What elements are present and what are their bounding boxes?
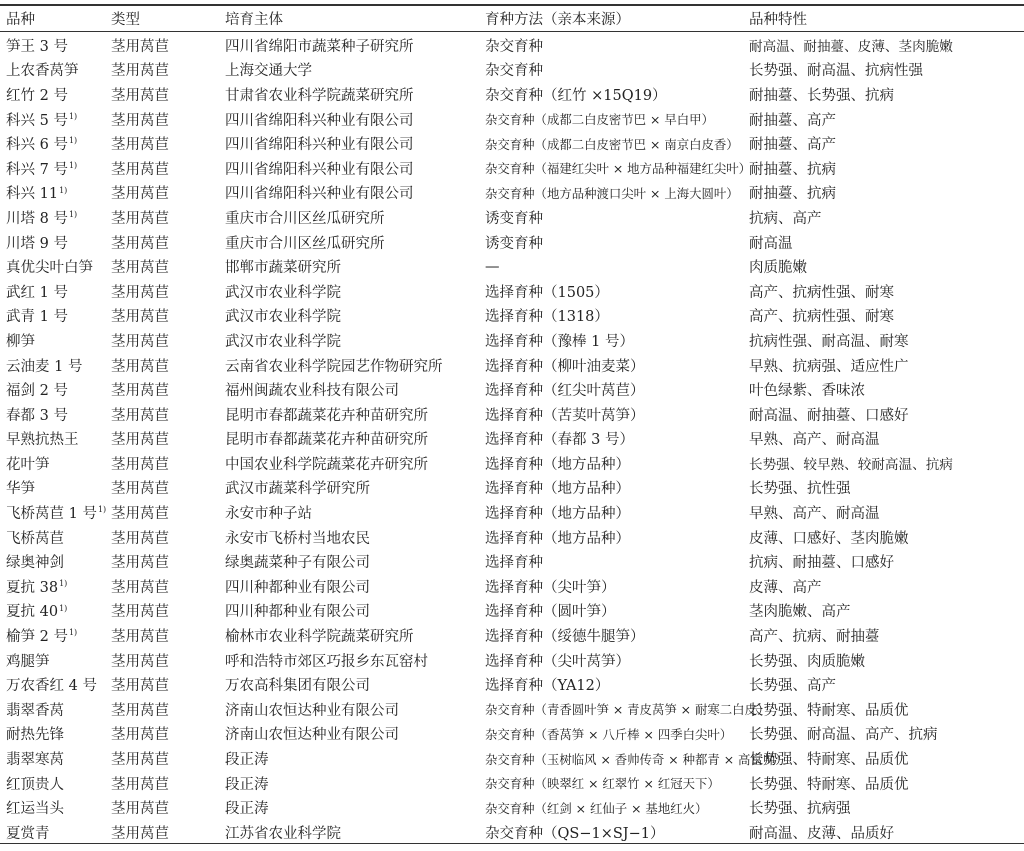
cell-breeder: 福州闽蔬农业科技有限公司 xyxy=(225,383,399,400)
table-row xyxy=(0,500,1024,525)
table-row xyxy=(0,402,1024,427)
cell-traits: 长势强、肉质脆嫩 xyxy=(749,653,865,670)
table-header-row xyxy=(0,6,1024,31)
cell-traits: 高产、抗病、耐抽薹 xyxy=(749,629,880,646)
cell-method: 选择育种（绥德牛腿笋） xyxy=(485,629,645,646)
cell-breeder: 四川省绵阳科兴种业有限公司 xyxy=(225,137,414,154)
cell-variety xyxy=(0,820,105,845)
cell-breeder: 昆明市春都蔬菜花卉种苗研究所 xyxy=(225,432,428,449)
cell-method: 选择育种（苦荬叶莴笋） xyxy=(485,407,645,424)
cell-method: 选择育种（地方品种） xyxy=(485,481,630,498)
cell-traits: 抗病性强、耐高温、耐寒 xyxy=(749,333,909,350)
cell-type: 茎用莴苣 xyxy=(111,825,169,842)
cell-breeder: 江苏省农业科学院 xyxy=(225,825,341,842)
cell-type: 茎用莴苣 xyxy=(111,63,169,80)
cell-variety xyxy=(0,722,105,747)
cell-method: 杂交育种（QS−1×SJ−1） xyxy=(485,825,665,842)
footnote-marker: 1) xyxy=(68,628,78,638)
cell-breeder: 段正涛 xyxy=(225,752,269,769)
cell-variety xyxy=(0,476,105,501)
cell-type: 茎用莴苣 xyxy=(111,530,169,547)
cell-variety xyxy=(0,451,105,476)
cell-traits: 长势强、特耐寒、品质优 xyxy=(749,776,909,793)
variety-name: 云油麦 1 号 xyxy=(6,358,83,375)
cell-method: 选择育种（地方品种） xyxy=(485,530,630,547)
cell-type: 茎用莴苣 xyxy=(111,579,169,596)
cell-method: 杂交育种（红竹 ×15Q19） xyxy=(485,87,667,104)
cell-method: 诱变育种 xyxy=(485,210,543,227)
cell-variety xyxy=(0,599,105,624)
cell-traits: 耐抽薹、高产 xyxy=(749,137,836,154)
footnote-marker: 1) xyxy=(68,136,78,146)
cell-method: 杂交育种（福建红尖叶 × 地方品种福建红尖叶） xyxy=(485,161,752,177)
cell-breeder: 万农高科集团有限公司 xyxy=(225,678,370,695)
table-row xyxy=(0,377,1024,402)
variety-name: 早熟抗热王 xyxy=(6,432,79,449)
cell-variety xyxy=(0,648,105,673)
cell-traits: 长势强、高产 xyxy=(749,678,836,695)
cell-traits: 高产、抗病性强、耐寒 xyxy=(749,284,894,301)
header-type: 类型 xyxy=(111,12,140,28)
header-method: 育种方法（亲本来源） xyxy=(485,12,630,28)
variety-name: 万农香红 4 号 xyxy=(6,678,97,695)
table-row xyxy=(0,31,1024,58)
footnote-marker: 1) xyxy=(59,185,68,195)
cell-method: 选择育种（1505） xyxy=(485,284,609,301)
cell-traits: 早熟、高产、耐高温 xyxy=(749,506,880,523)
footnote-marker: 1) xyxy=(68,111,78,121)
table-row xyxy=(0,525,1024,550)
cell-method: 选择育种（圆叶笋） xyxy=(485,604,616,621)
cell-type: 茎用莴苣 xyxy=(111,383,169,400)
table-row xyxy=(0,156,1024,181)
cell-type: 茎用莴苣 xyxy=(111,38,169,55)
variety-name: 夏抗 40 xyxy=(6,604,59,621)
cell-method: 杂交育种（地方品种渡口尖叶 × 上海大圆叶） xyxy=(485,185,739,201)
cell-method: 诱变育种 xyxy=(485,235,543,252)
cell-variety xyxy=(0,31,105,58)
cell-traits: 抗病、高产 xyxy=(749,210,822,227)
cell-breeder: 段正涛 xyxy=(225,776,269,793)
cell-variety xyxy=(0,525,105,550)
cell-method: 选择育种（地方品种） xyxy=(485,456,630,473)
cell-type: 茎用莴苣 xyxy=(111,333,169,350)
cell-traits: 长势强、较早熟、较耐高温、抗病 xyxy=(749,457,953,474)
table-row xyxy=(0,427,1024,452)
cell-type: 茎用莴苣 xyxy=(111,653,169,670)
cell-method: 杂交育种（红剑 × 红仙子 × 基地红火） xyxy=(485,800,708,816)
cell-variety xyxy=(0,549,105,574)
cell-traits: 茎肉脆嫩、高产 xyxy=(749,604,851,621)
cell-breeder: 段正涛 xyxy=(225,801,269,818)
cell-variety xyxy=(0,746,105,771)
cell-traits: 长势强、耐高温、抗病性强 xyxy=(749,63,923,80)
cell-type: 茎用莴苣 xyxy=(111,752,169,769)
cell-variety xyxy=(0,427,105,452)
cell-breeder: 昆明市春都蔬菜花卉种苗研究所 xyxy=(225,407,428,424)
cell-breeder: 四川省绵阳市蔬菜种子研究所 xyxy=(225,38,414,55)
cell-variety xyxy=(0,623,105,648)
cell-type: 茎用莴苣 xyxy=(111,801,169,818)
cell-type: 茎用莴苣 xyxy=(111,186,169,203)
cell-breeder: 四川种都种业有限公司 xyxy=(225,579,370,596)
cell-traits: 长势强、抗性强 xyxy=(749,481,851,498)
cell-variety xyxy=(0,353,105,378)
cell-variety xyxy=(0,328,105,353)
cell-type: 茎用莴苣 xyxy=(111,260,169,277)
cell-traits: 皮薄、口感好、茎肉脆嫩 xyxy=(749,530,909,547)
table-row xyxy=(0,820,1024,845)
table-row xyxy=(0,58,1024,83)
table-row xyxy=(0,795,1024,820)
table-row xyxy=(0,254,1024,279)
cell-method: 选择育种（YA12） xyxy=(485,678,610,695)
table-row xyxy=(0,746,1024,771)
variety-name: 鸡腿笋 xyxy=(6,653,50,670)
cell-variety xyxy=(0,205,105,230)
cell-type: 茎用莴苣 xyxy=(111,210,169,227)
cell-breeder: 永安市飞桥村当地农民 xyxy=(225,530,370,547)
cell-breeder: 中国农业科学院蔬菜花卉研究所 xyxy=(225,456,428,473)
cell-breeder: 重庆市合川区丝瓜研究所 xyxy=(225,235,385,252)
variety-name: 科兴 5 号 xyxy=(6,112,68,129)
variety-name: 柳笋 xyxy=(6,333,35,350)
cell-traits: 高产、抗病性强、耐寒 xyxy=(749,309,894,326)
cell-variety xyxy=(0,697,105,722)
footnote-marker: 1) xyxy=(97,505,107,515)
cell-variety xyxy=(0,672,105,697)
variety-name: 真优尖叶白笋 xyxy=(6,260,93,277)
variety-name: 红运当头 xyxy=(6,801,64,818)
table-row xyxy=(0,623,1024,648)
table-row xyxy=(0,574,1024,599)
cell-type: 茎用莴苣 xyxy=(111,702,169,719)
cell-traits: 肉质脆嫩 xyxy=(749,260,807,277)
cell-type: 茎用莴苣 xyxy=(111,432,169,449)
cell-method: 选择育种（尖叶笋） xyxy=(485,579,616,596)
cell-method: 杂交育种（映翠红 × 红翠竹 × 红冠天下） xyxy=(485,776,720,792)
cell-method: — xyxy=(485,258,500,275)
cell-breeder: 四川种都种业有限公司 xyxy=(225,604,370,621)
cell-variety xyxy=(0,107,105,132)
cell-method: 杂交育种 xyxy=(485,38,543,55)
cell-method: 选择育种（柳叶油麦菜） xyxy=(485,358,645,375)
cell-traits: 耐高温、皮薄、品质好 xyxy=(749,825,894,842)
table-row xyxy=(0,131,1024,156)
cell-type: 茎用莴苣 xyxy=(111,456,169,473)
cell-type: 茎用莴苣 xyxy=(111,678,169,695)
cell-variety xyxy=(0,500,105,525)
table-row xyxy=(0,304,1024,329)
footnote-marker: 1) xyxy=(68,210,78,220)
footnote-marker: 1) xyxy=(68,160,78,170)
cell-breeder: 邯郸市蔬菜研究所 xyxy=(225,260,341,277)
cell-traits: 早熟、高产、耐高温 xyxy=(749,432,880,449)
cell-type: 茎用莴苣 xyxy=(111,407,169,424)
cell-method: 杂交育种 xyxy=(485,63,543,80)
variety-name: 翡翠香莴 xyxy=(6,702,64,719)
variety-name: 红顶贵人 xyxy=(6,776,64,793)
cell-variety xyxy=(0,377,105,402)
cell-breeder: 四川省绵阳科兴种业有限公司 xyxy=(225,186,414,203)
variety-name: 飞桥莴苣 1 号 xyxy=(6,506,97,523)
cell-variety xyxy=(0,574,105,599)
variety-name: 红竹 2 号 xyxy=(6,87,68,104)
table-row xyxy=(0,82,1024,107)
cell-breeder: 四川省绵阳科兴种业有限公司 xyxy=(225,112,414,129)
variety-name: 笋王 3 号 xyxy=(6,38,68,55)
cell-variety xyxy=(0,254,105,279)
cell-traits: 耐高温、耐抽薹、皮薄、茎肉脆嫩 xyxy=(749,39,953,56)
cell-type: 茎用莴苣 xyxy=(111,629,169,646)
cell-traits: 早熟、抗病强、适应性广 xyxy=(749,358,909,375)
table-row xyxy=(0,181,1024,206)
cell-type: 茎用莴苣 xyxy=(111,309,169,326)
cell-method: 选择育种（尖叶莴笋） xyxy=(485,653,630,670)
variety-name: 科兴 6 号 xyxy=(6,137,68,154)
cell-variety xyxy=(0,771,105,796)
header-breeder: 培育主体 xyxy=(225,12,283,28)
cell-variety xyxy=(0,279,105,304)
cell-breeder: 四川省绵阳科兴种业有限公司 xyxy=(225,161,414,178)
cell-breeder: 武汉市农业科学院 xyxy=(225,309,341,326)
cell-method: 选择育种（地方品种） xyxy=(485,506,630,523)
cell-traits: 耐抽薹、抗病 xyxy=(749,161,836,178)
cell-type: 茎用莴苣 xyxy=(111,506,169,523)
variety-name: 榆笋 2 号 xyxy=(6,629,68,646)
cell-variety xyxy=(0,402,105,427)
cell-traits: 耐抽薹、长势强、抗病 xyxy=(749,87,894,104)
cell-variety xyxy=(0,304,105,329)
cell-type: 茎用莴苣 xyxy=(111,555,169,572)
cell-method: 杂交育种（成都二白皮密节巴 × 早白甲） xyxy=(485,112,714,128)
cell-breeder: 武汉市蔬菜科学研究所 xyxy=(225,481,370,498)
cell-traits: 长势强、耐高温、高产、抗病 xyxy=(749,727,938,744)
cell-breeder: 呼和浩特市郊区巧报乡东瓦窑村 xyxy=(225,653,428,670)
cell-type: 茎用莴苣 xyxy=(111,604,169,621)
variety-name: 夏抗 38 xyxy=(6,579,59,596)
cell-method: 选择育种 xyxy=(485,555,543,572)
cell-breeder: 济南山农恒达种业有限公司 xyxy=(225,727,399,744)
cell-breeder: 济南山农恒达种业有限公司 xyxy=(225,702,399,719)
table-row xyxy=(0,672,1024,697)
cell-type: 茎用莴苣 xyxy=(111,137,169,154)
cell-type: 茎用莴苣 xyxy=(111,481,169,498)
cell-breeder: 重庆市合川区丝瓜研究所 xyxy=(225,210,385,227)
lettuce-variety-table xyxy=(0,6,1024,845)
table-row xyxy=(0,107,1024,132)
table-row xyxy=(0,549,1024,574)
cell-method: 杂交育种（玉树临风 × 香帅传奇 × 种都青 × 高富帅） xyxy=(485,751,788,767)
variety-name: 耐热先锋 xyxy=(6,727,64,744)
variety-name: 飞桥莴苣 xyxy=(6,530,64,547)
cell-type: 茎用莴苣 xyxy=(111,161,169,178)
cell-method: 杂交育种（香莴笋 × 八斤棒 × 四季白尖叶） xyxy=(485,726,733,742)
table-row xyxy=(0,279,1024,304)
cell-method: 杂交育种（青香圆叶笋 × 青皮莴笋 × 耐寒二白皮） xyxy=(485,702,770,718)
variety-name: 花叶笋 xyxy=(6,456,50,473)
cell-traits: 耐抽薹、抗病 xyxy=(749,186,836,203)
variety-name: 科兴 11 xyxy=(6,186,59,203)
footnote-marker: 1) xyxy=(59,579,68,589)
variety-name: 福剑 2 号 xyxy=(6,383,68,400)
cell-method: 选择育种（春都 3 号） xyxy=(485,432,634,449)
header-variety: 品种 xyxy=(6,12,35,28)
cell-traits: 耐抽薹、高产 xyxy=(749,112,836,129)
table-body xyxy=(0,31,1024,845)
cell-breeder: 云南省农业科学院园艺作物研究所 xyxy=(225,358,443,375)
cell-variety xyxy=(0,795,105,820)
cell-variety xyxy=(0,230,105,255)
cell-method: 杂交育种（成都二白皮密节巴 × 南京白皮香） xyxy=(485,136,739,152)
cell-type: 茎用莴苣 xyxy=(111,776,169,793)
table-row xyxy=(0,353,1024,378)
variety-name: 上农香莴笋 xyxy=(6,63,79,80)
cell-traits: 长势强、特耐寒、品质优 xyxy=(749,702,909,719)
cell-breeder: 绿奥蔬菜种子有限公司 xyxy=(225,555,370,572)
cell-variety xyxy=(0,131,105,156)
cell-breeder: 榆林市农业科学院蔬菜研究所 xyxy=(225,629,414,646)
table-row xyxy=(0,771,1024,796)
cell-variety xyxy=(0,58,105,83)
variety-name: 川塔 9 号 xyxy=(6,235,68,252)
variety-name: 夏赏青 xyxy=(6,825,50,842)
cell-traits: 长势强、特耐寒、品质优 xyxy=(749,752,909,769)
cell-type: 茎用莴苣 xyxy=(111,284,169,301)
cell-type: 茎用莴苣 xyxy=(111,87,169,104)
cell-traits: 长势强、抗病强 xyxy=(749,801,851,818)
cell-variety xyxy=(0,82,105,107)
table-row xyxy=(0,697,1024,722)
variety-name: 武青 1 号 xyxy=(6,309,68,326)
cell-traits: 耐高温 xyxy=(749,235,793,252)
table-row xyxy=(0,230,1024,255)
cell-breeder: 永安市种子站 xyxy=(225,506,312,523)
table-row xyxy=(0,599,1024,624)
cell-traits: 皮薄、高产 xyxy=(749,579,822,596)
header-traits: 品种特性 xyxy=(749,12,807,28)
variety-name: 科兴 7 号 xyxy=(6,161,68,178)
cell-breeder: 上海交通大学 xyxy=(225,63,312,80)
table-row xyxy=(0,648,1024,673)
table-row xyxy=(0,205,1024,230)
cell-breeder: 武汉市农业科学院 xyxy=(225,284,341,301)
variety-name: 武红 1 号 xyxy=(6,284,68,301)
cell-method: 选择育种（1318） xyxy=(485,309,609,326)
footnote-marker: 1) xyxy=(59,603,68,613)
variety-name: 川塔 8 号 xyxy=(6,210,68,227)
table-row xyxy=(0,722,1024,747)
cell-method: 选择育种（红尖叶莴苣） xyxy=(485,383,645,400)
table-row xyxy=(0,451,1024,476)
cell-type: 茎用莴苣 xyxy=(111,358,169,375)
table-row xyxy=(0,328,1024,353)
cell-variety xyxy=(0,156,105,181)
cell-type: 茎用莴苣 xyxy=(111,727,169,744)
variety-name: 春都 3 号 xyxy=(6,407,68,424)
cell-traits: 抗病、耐抽薹、口感好 xyxy=(749,555,894,572)
cell-type: 茎用莴苣 xyxy=(111,112,169,129)
variety-name: 华笋 xyxy=(6,481,35,498)
cell-variety xyxy=(0,181,105,206)
cell-traits: 耐高温、耐抽薹、口感好 xyxy=(749,407,909,424)
variety-name: 绿奥神剑 xyxy=(6,555,64,572)
variety-name: 翡翠寒莴 xyxy=(6,752,64,769)
cell-traits: 叶色绿紫、香味浓 xyxy=(749,383,865,400)
table-row xyxy=(0,476,1024,501)
cell-method: 选择育种（豫棒 1 号） xyxy=(485,333,634,350)
cell-breeder: 武汉市农业科学院 xyxy=(225,333,341,350)
cell-breeder: 甘肃省农业科学院蔬菜研究所 xyxy=(225,87,414,104)
cell-type: 茎用莴苣 xyxy=(111,235,169,252)
